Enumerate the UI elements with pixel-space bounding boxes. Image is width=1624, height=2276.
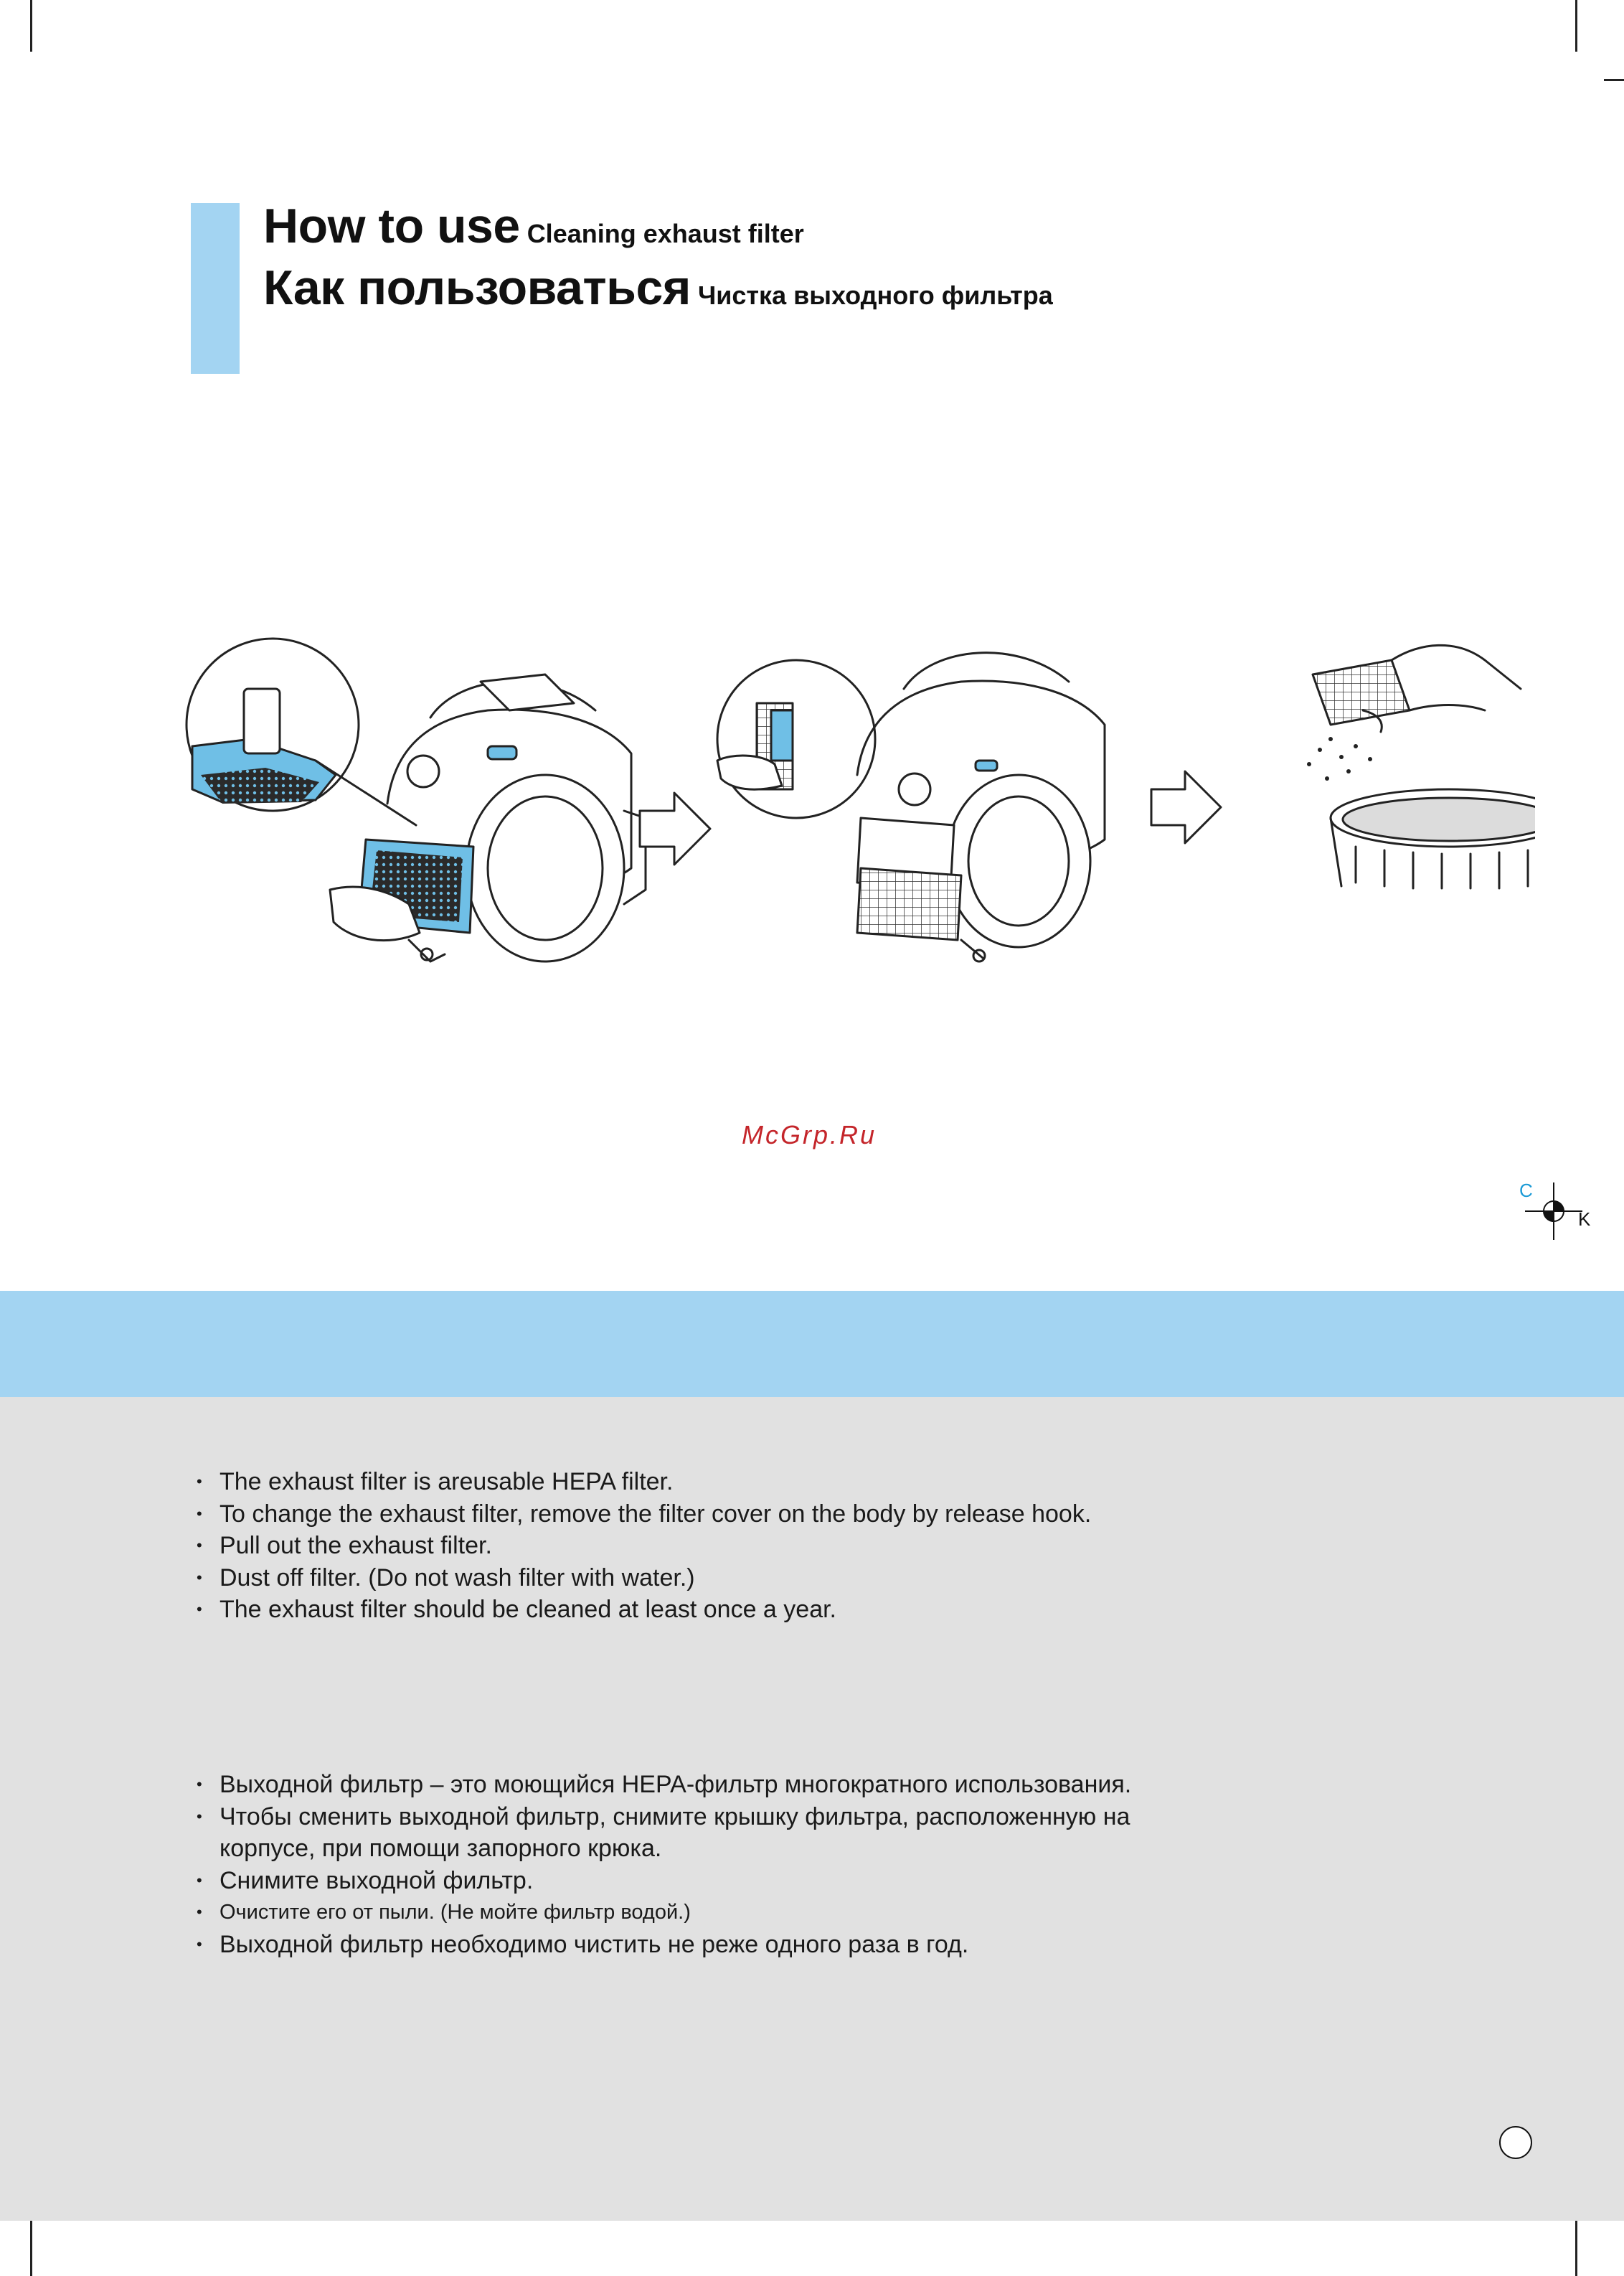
registration-c: C (1519, 1180, 1533, 1201)
list-item: • Чтобы сменить выходной фильтр, снимите крышку фильтра, расположенную на (197, 1801, 1131, 1833)
instructions-list-en (197, 1466, 1091, 1626)
list-item: • Выходной фильтр необходимо чистить не реже одного раза в год. (197, 1929, 1131, 1961)
title-en-sub: Cleaning exhaust filter (527, 219, 804, 248)
step3-dust-off (1307, 645, 1535, 888)
arrow-icon (640, 793, 710, 865)
filter-cleaning-illustration (172, 631, 1535, 1005)
list-item: • Pull out the exhaust filter. (197, 1530, 1091, 1562)
title-ru-main: Как пользоваться (263, 260, 691, 315)
section-band (0, 1291, 1624, 1397)
watermark: McGrp.Ru (742, 1120, 877, 1149)
crop-mark (1604, 79, 1624, 81)
crop-mark (30, 0, 32, 52)
list-item: • Очистите его от пыли. (Не мойте фильтр водой.) (197, 1896, 1131, 1929)
crop-mark (30, 2221, 32, 2276)
list-item: • Выходной фильтр – это моющийся HEPA-фильтр многократного использования. (197, 1769, 1131, 1801)
page-title-ru (263, 260, 1053, 316)
crop-mark (1575, 2221, 1577, 2276)
step2-vacuum (717, 653, 1105, 961)
list-item: • To change the exhaust filter, remove the filter cover on the body by release hook. (197, 1498, 1091, 1530)
title-ru-sub: Чистка выходного фильтра (697, 281, 1053, 310)
registration-k: K (1578, 1208, 1591, 1230)
list-item: • Снимите выходной фильтр. (197, 1865, 1131, 1897)
page-title-en (263, 198, 804, 254)
list-item: • Dust off filter. (Do not wash filter with water.) (197, 1562, 1091, 1594)
list-item: • The exhaust filter should be cleaned at least once a year. (197, 1594, 1091, 1626)
registration-mark-icon (1525, 1182, 1582, 1240)
list-item-continuation: корпусе, при помощи запорного крюка. (219, 1835, 662, 1862)
title-accent-bar (191, 203, 240, 374)
instructions-list-ru (197, 1769, 1131, 1960)
crop-mark (1575, 0, 1577, 52)
arrow-icon (1151, 771, 1221, 843)
page-number-marker (1499, 2126, 1532, 2159)
title-en-main: How to use (263, 199, 520, 253)
step1-vacuum (187, 639, 646, 961)
list-item: • The exhaust filter is areusable HEPA filter. (197, 1466, 1091, 1498)
